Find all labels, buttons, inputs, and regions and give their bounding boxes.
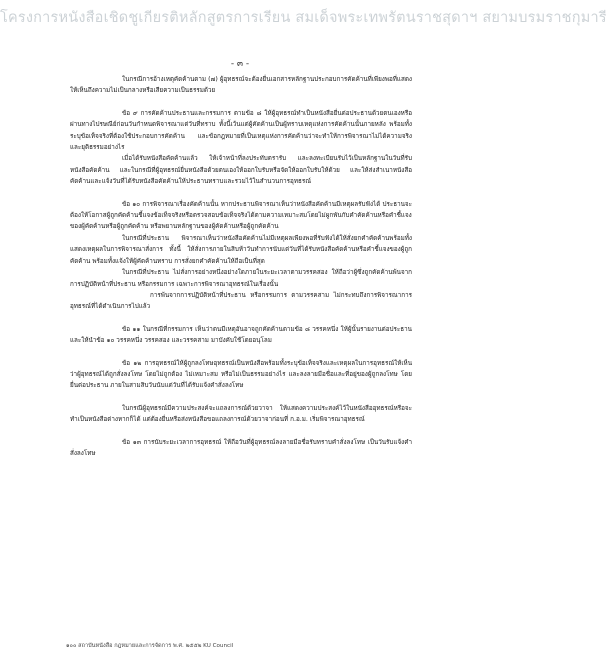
- paragraph-clause-13: ข้อ ๑๓ การนับระยะเวลาการอุทธรณ์ ให้ถือวันที่ผู้อุทธรณ์ลงลายมือชื่อรับทราบคำสั่งลงโทษ เป็นวันรับแจ้งคำสั่งลงโทษ: [70, 438, 412, 457]
- paragraph-clause-12-oral: ในกรณีผู้อุทธรณ์มีความประสงค์จะแถลงการณ์ด้วยวาจา ให้แสดงความประสงค์ไว้ในหนังสืออุทธรณ์หรือจะทำเป็นหนังสือต่างหากก็ได้ แต่ต้องยื่นหรือส่งหนังสือขอแถลงการณ์ด้วยวาจาก่อนที่ ก.อ.ม. เริ่มพิจารณาอุทธรณ์: [70, 404, 412, 424]
- paragraph-clause-10-effect: การพ้นจากการปฏิบัติหน้าที่ประธาน หรือกรรมการ ตามวรรคสาม ไม่กระทบถึงการพิจารณาการอุทธรณ์ที่ได้ดำเนินการไปแล้ว: [70, 291, 412, 311]
- paragraph-clause-9: ข้อ ๙ การคัดค้านประธานและกรรมการ ตามข้อ ๘ ให้ผู้อุทธรณ์ทำเป็นหนังสือยื่นต่อประธานด้วยตนเองหรือผ่านทางไปรษณีย์ก่อนวันกำหนดพิจารณาแต่วันที่ทราบ ทั้งนี้เว้นแต่ผู้คัดค้านเป็นผู้ทราบเหตุแห่งการคัดค้านนั้นภายหลัง พร้อมทั้งระบุข้อเท็จจริงที่ต้องใช้ประกอบการคัดค้าน และข้อกฎหมายที่เป็นเหตุแห่งการคัดค้านว่าจะทำให้การพิจารณาไม่ได้ความจริงและยุติธรรมอย่างไร: [70, 109, 412, 152]
- running-header: โครงการหนังสือเชิดชูเกียรติหลักสูตรการเรียน สมเด็จพระเทพรัตนราชสุดาฯ สยามบรมราชกุมารี: [0, 10, 607, 26]
- paragraph-objection-evidence: ในกรณีการอ้างเหตุคัดค้านตาม (๗) ผู้อุทธรณ์จะต้องยื่นเอกสารหลักฐานประกอบการคัดค้านที่เพียงพอที่แสดงให้เห็นถึงความไม่เป็นกลางหรือเสียความเป็นธรรมด้วย: [70, 76, 412, 95]
- paragraph-clause-11: ข้อ ๑๑ ในกรณีที่กรรมการ เห็นว่าตนมีเหตุอันอาจถูกคัดค้านตามข้อ ๘ วรรคหนึ่ง ให้ผู้นั้นรายงานต่อประธาน และให้นำข้อ ๑๐ วรรคหนึ่ง วรรคสอง และวรรคสาม มาบังคับใช้โดยอนุโลม: [70, 325, 412, 345]
- paragraph-clause-10: ข้อ ๑๐ การพิจารณาเรื่องคัดค้านนั้น หากประธานพิจารณาเห็นว่าหนังสือคัดค้านมีเหตุผลรับฟังได้ ประธานจะต้องให้โอกาสผู้ถูกคัดค้านชี้แจงข้อเท็จจริงหรือตรวจสอบข้อเท็จจริงได้ตามความเหมาะสมโดยไม่ผูกพันกับคำคัดค้านหรือคำชี้แจงของผู้คัดค้านหรือผู้ถูกคัดค้าน หรือพยานหลักฐานของผู้คัดค้านหรือผู้ถูกคัดค้าน: [70, 200, 412, 231]
- paragraph-clause-10-no-order: ในกรณีที่ประธาน ไม่สั่งการอย่างหนึ่งอย่างใดภายในระยะเวลาตามวรรคสอง ให้ถือว่าผู้ซึ่งถูกคัดค้านพ้นจากการปฏิบัติหน้าที่ประธาน หรือกรรมการ เฉพาะการพิจารณาอุทธรณ์ในเรื่องนั้น: [70, 269, 412, 288]
- paragraph-clause-10-dismiss: ในกรณีที่ประธาน พิจารณาเห็นว่าหนังสือคัดค้านไม่มีเหตุผลเพียงพอที่รับฟังได้ให้สั่งยกคำคัดค้านพร้อมทั้งแสดงเหตุผลในการพิจารณาสั่งการ ทั้งนี้ ให้สั่งการภายในสิบห้าวันทำการนับแต่วันที่ได้รับหนังสือคัดค้านหรือคำชี้แจงของผู้ถูกคัดค้าน พร้อมทั้งแจ้งให้ผู้คัดค้านทราบ การสั่งยกคำคัดค้านให้ถือเป็นที่สุด: [70, 234, 412, 265]
- page-footer: ๑๐๐ สถาบันหนังสือ กฎหมายและการจัดการ พ.ศ. ๒๕๕๒ KU Council: [66, 643, 234, 649]
- document-body: [70, 74, 412, 459]
- paragraph-clause-9-receipt: เมื่อได้รับหนังสือคัดค้านแล้ว ให้เจ้าหน้าที่ลงประทับตรารับ และลงทะเบียนรับไว้เป็นหลักฐานในวันที่รับหนังสือคัดค้าน และในกรณีที่ผู้อุทธรณ์ยื่นหนังสือด้วยตนเองให้ออกใบรับหรือจัดให้ออกใบรับให้ด้วย และให้ส่งสำเนาหนังสือคัดค้านและแจ้งวันที่ได้รับหนังสือคัดค้านให้ประธานทราบและรวมไว้ในสำนวนการอุทธรณ์: [70, 155, 412, 186]
- page-number: - ๓ -: [230, 59, 250, 69]
- paragraph-clause-12: ข้อ ๑๒ การอุทธรณ์ให้ผู้ถูกลงโทษอุทธรณ์เป็นหนังสือพร้อมทั้งระบุข้อเท็จจริงและเหตุผลในการอุทธรณ์ให้เห็นว่าผู้อุทธรณ์ได้ถูกสั่งลงโทษ โดยไม่ถูกต้อง ไม่เหมาะสม หรือไม่เป็นธรรมอย่างไร และลงลายมือชื่อและที่อยู่ของผู้ถูกลงโทษ โดยยื่นต่อประธาน ภายในสามสิบวันนับแต่วันที่ได้รับแจ้งคำสั่งลงโทษ: [70, 359, 412, 390]
